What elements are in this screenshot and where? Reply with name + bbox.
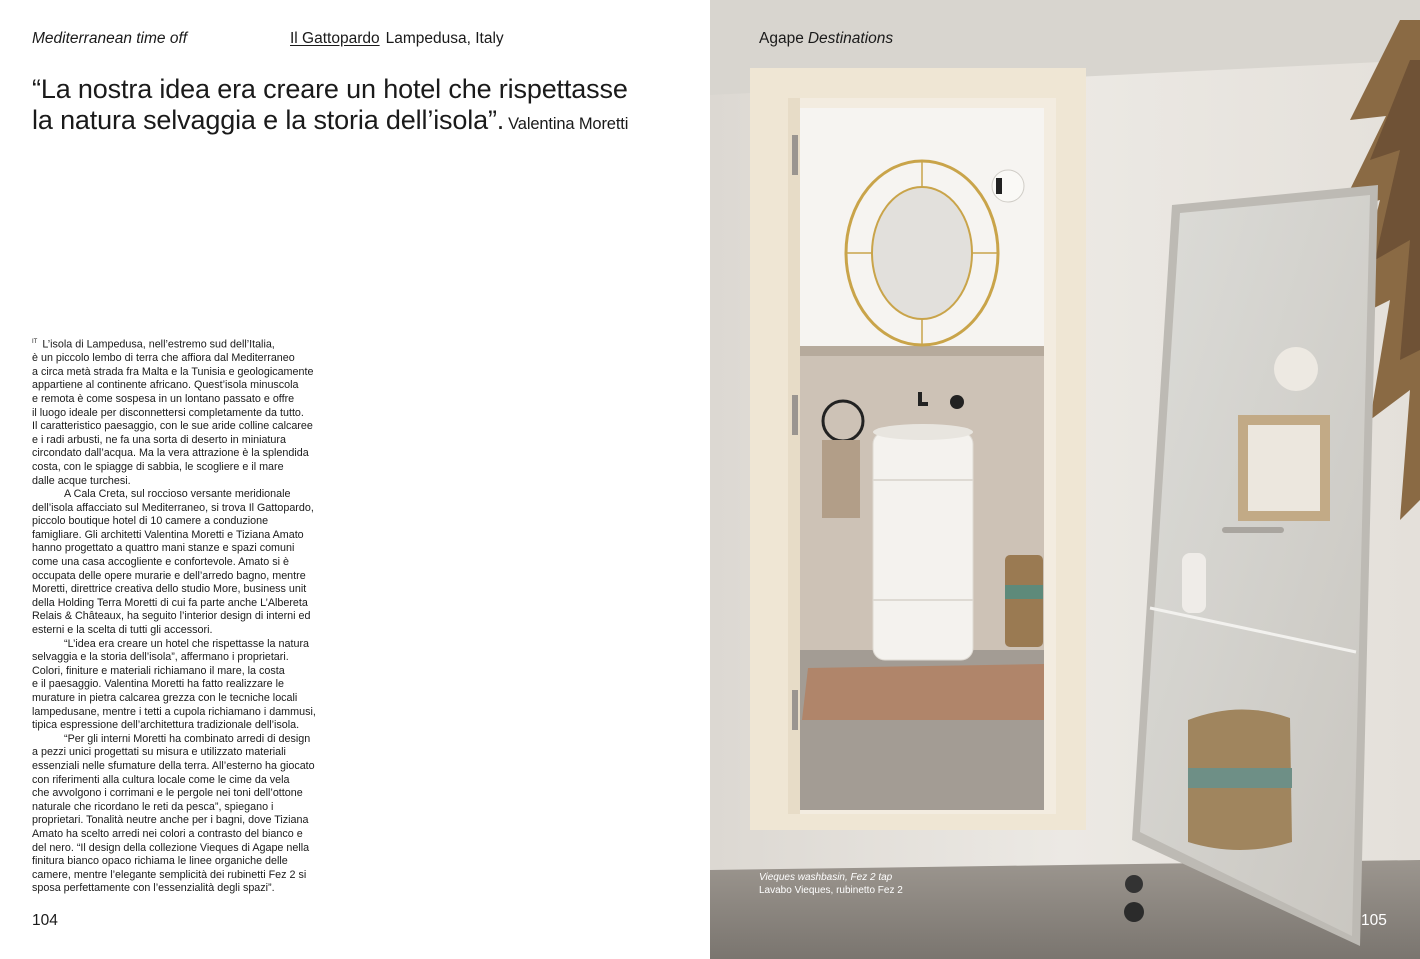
right-page-photo [710,0,1420,959]
body-line: è un piccolo lembo di terra che affiora dal Mediterraneo [32,352,295,365]
body-line: dalle acque turchesi. [32,474,131,487]
hotel-name-link[interactable]: Il Gattopardo [290,30,380,47]
body-line: con riferimenti alla cultura locale come le cime da vela [32,773,290,786]
body-line: tipica espressione dell’architettura tradizionale dell’isola. [32,719,300,732]
body-line: sposa perfettamente con l’essenzialità degli spazi”. [32,882,275,895]
body-line: e il paesaggio. Valentina Moretti ha fatto realizzare le [32,678,284,691]
body-line: famigliare. Gli architetti Valentina Moretti e Tiziana Amato [32,528,304,541]
caption-italian: Lavabo Vieques, rubinetto Fez 2 [759,884,903,896]
washbasin-top [873,424,973,440]
body-line: della Holding Terra Moretti di cui fa parte anche L’Albereta [32,596,308,609]
body-line: murature in pietra calcarea grezza con le tecniche locali [32,692,298,705]
tap-mixer [950,395,964,409]
brand-heading [759,29,893,49]
body-line: il luogo ideale per disconnettersi completamente da tutto. [32,406,304,419]
body-line: esterni e la scelta di tutti gli accessori. [32,624,213,637]
hinge-top [792,135,798,175]
body-line: e remota è come sospesa in un lontano passato e offre [32,392,295,405]
body-line [32,336,338,352]
photo-caption [759,872,903,897]
reflected-towel-bar [1222,527,1284,533]
article-body [32,336,338,896]
body-line: circondato dall’acqua. Ma la vera attrazione è la splendida [32,447,309,460]
body-line: A Cala Creta, sul roccioso versante meridionale [64,488,291,501]
hand-towel [822,440,860,518]
body-line: dell’isola affacciato sul Mediterraneo, si trova Il Gattopardo, [32,501,314,514]
language-marker: IT [32,339,38,345]
body-line: hanno progettato a quattro mani stanze e spazi comuni [32,542,295,555]
reflected-lamp [1274,347,1318,391]
body-line: occupata delle opere murarie e dell’arredo bagno, mentre [32,569,306,582]
body-line: finitura bianco opaco richiama le linee organiche delle [32,855,288,868]
body-line: camere, mentre l’elegante semplicità dei rubinetti Fez 2 si [32,868,307,881]
lamp-base [996,178,1002,194]
body-line: appartiene al continente africano. Quest’isola minuscola [32,379,299,392]
pull-quote-line-2-text: la natura selvaggia e la storia dell’isola”. [32,105,505,135]
body-line: Amato ha scelto arredi nei colori a contrasto del bianco e [32,827,303,840]
body-line: costa, con le spiagge di sabbia, le scogliere e il mare [32,460,284,473]
body-line: essenziali nelle sfumature della terra. All’esterno ha giocato [32,759,315,772]
vieques-washbasin [873,432,973,660]
collection-name: Destinations [807,30,894,47]
body-line: del nero. “Il design della collezione Vieques di Agape nella [32,841,310,854]
bathroom-photo [710,0,1420,959]
body-line: Il caratteristico paesaggio, con le sue aride colline calcaree [32,420,313,433]
mirror-caster [1124,902,1144,922]
caption-english: Vieques washbasin, Fez 2 tap [759,872,893,883]
wicker-basket [1005,555,1043,647]
body-line: Relais & Châteaux, ha seguito l’interior design di interni ed [32,610,311,623]
mirror-caster-front [1125,875,1143,893]
hotel-location: Lampedusa, Italy [385,30,504,47]
body-line: a pezzi unici progettati su misura e utilizzato materiali [32,746,286,759]
rug [802,664,1044,720]
tile-band [800,346,1044,356]
hinge-middle [792,395,798,435]
body-line: selvaggia e la storia dell’isola”, affermano i proprietari. [32,651,289,664]
pull-quote-line-1: “La nostra idea era creare un hotel che rispettasse [32,74,628,104]
page-number-right: 105 [1361,912,1387,929]
body-line: “Per gli interni Moretti ha combinato arredi di design [64,732,311,745]
reflected-art [1248,425,1320,511]
hinge-bottom [792,690,798,730]
body-line: a circa metà strada fra Malta e la Tunisia e geologicamente [32,365,314,378]
pull-quote-line-2 [32,105,682,140]
section-title: Mediterranean time off [32,30,188,47]
oval-mirror [872,187,972,319]
reflected-basket-stripe [1188,768,1292,788]
wicker-basket-stripe [1005,585,1043,599]
quote-author: Valentina Moretti [508,115,629,133]
body-line: lampedusane, mentre i tetti a cupola richiamano i dammusi, [32,705,316,718]
body-line: naturale che ricordano le reti da pesca”, spiegano i [32,800,274,813]
reflected-vase [1182,553,1206,613]
body-line: proprietari. Tonalità neutre anche per i bagni, dove Tiziana [32,814,309,827]
body-line: come una casa accogliente e confortevole. Amato si è [32,556,289,569]
body-line: che avvolgono i corrimani e le pergole nei toni dell’ottone [32,787,303,800]
floor-mirror [1132,185,1378,946]
hotel-heading [290,29,504,49]
body-line: piccolo boutique hotel di 10 camere a conduzione [32,515,269,528]
pull-quote [32,74,682,140]
body-line: e i radi arbusti, ne fa una sorta di deserto in miniatura [32,433,286,446]
body-line: “L’idea era creare un hotel che rispettasse la natura [64,637,310,650]
body-line: Moretti, direttrice creativa dello studio More, business unit [32,583,307,596]
body-line: Colori, finiture e materiali richiamano il mare, la costa [32,664,285,677]
body-line-text: L’isola di Lampedusa, nell’estremo sud dell’Italia, [42,338,275,351]
brand-name: Agape [759,30,804,47]
page-number-left: 104 [32,912,58,929]
